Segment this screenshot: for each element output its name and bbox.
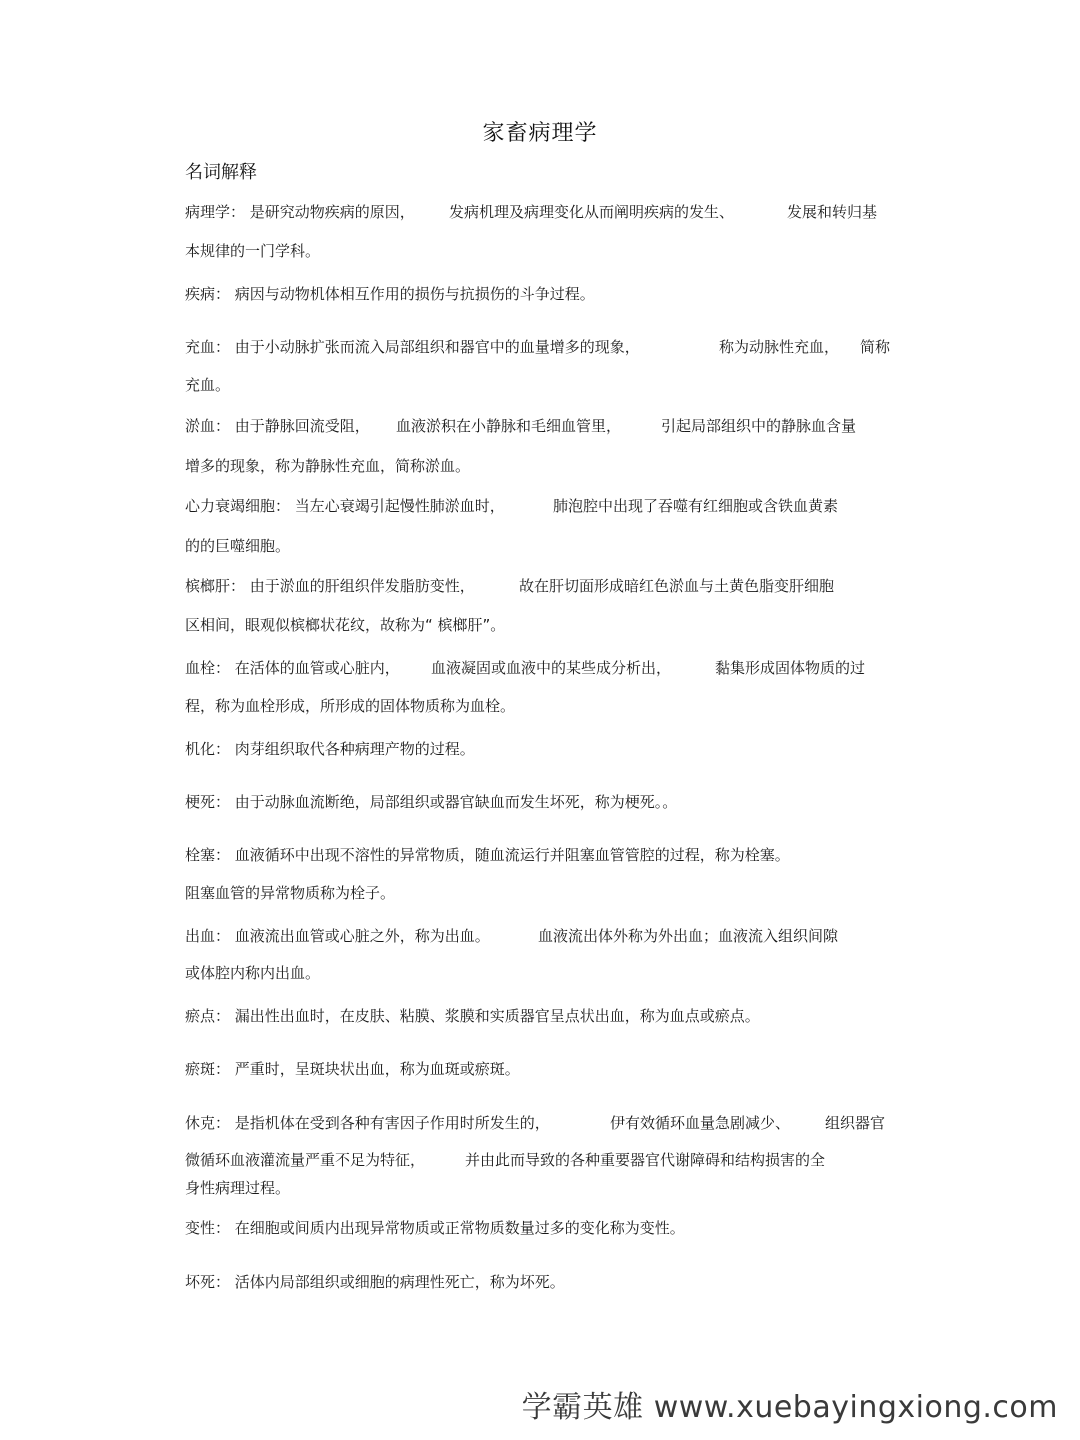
text-segment: 瘀点： 漏出性出血时，在皮肤、粘膜、浆膜和实质器官呈点状出血，称为血点或瘀点。 xyxy=(185,1007,760,1025)
text-segment: 发展和转归基 xyxy=(787,203,878,221)
text-segment: 变性： 在细胞或间质内出现异常物质或正常物质数量过多的变化称为变性。 xyxy=(185,1219,685,1237)
text-segment: 休克： 是指机体在受到各种有害因子作用时所发生的， xyxy=(185,1114,550,1132)
text-segment: 肺泡腔中出现了吞噬有红细胞或含铁血黄素 xyxy=(553,497,839,515)
text-segment: 称为动脉性充血， xyxy=(719,338,840,356)
text-segment: 或体腔内称内出血。 xyxy=(185,964,321,982)
text-segment: 微循环血液灌流量严重不足为特征， xyxy=(185,1151,426,1169)
document-title: 家畜病理学 xyxy=(482,121,598,146)
text-segment: 血栓： 在活体的血管或心脏内， xyxy=(185,659,400,677)
text-segment: 身性病理过程。 xyxy=(185,1179,291,1197)
text-segment: 充血。 xyxy=(185,376,231,394)
text-segment: 区相间，眼观似槟榔状花纹，故称为“ 槟榔肝”。 xyxy=(185,616,506,634)
text-segment: 并由此而导致的各种重要器官代谢障碍和结构损害的全 xyxy=(465,1151,826,1169)
text-segment: 组织器官 xyxy=(825,1114,886,1132)
text-segment: 程，称为血栓形成，所形成的固体物质称为血栓。 xyxy=(185,697,516,715)
text-segment: 疾病： 病因与动物机体相互作用的损伤与抗损伤的斗争过程。 xyxy=(185,285,595,303)
text-segment: 黏集形成固体物质的过 xyxy=(715,659,866,677)
text-segment: 血液流出体外称为外出血；血液流入组织间隙 xyxy=(538,927,839,945)
text-segment: 机化： 肉芽组织取代各种病理产物的过程。 xyxy=(185,740,475,758)
text-segment: 发病机理及病理变化从而阐明疾病的发生、 xyxy=(449,203,735,221)
text-segment: 心力衰竭细胞： 当左心衰竭引起慢性肺淤血时， xyxy=(185,497,505,515)
text-segment: 病理学： 是研究动物疾病的原因， xyxy=(185,203,415,221)
text-segment: 梗死： 由于动脉血流断绝，局部组织或器官缺血而发生坏死，称为梗死。。 xyxy=(185,793,678,811)
text-segment: 的的巨噬细胞。 xyxy=(185,537,291,555)
text-segment: 血液淤积在小静脉和毛细血管里， xyxy=(396,417,622,435)
text-segment: 增多的现象，称为静脉性充血，简称淤血。 xyxy=(185,457,471,475)
text-segment: 充血： 由于小动脉扩张而流入局部组织和器官中的血量增多的现象， xyxy=(185,338,640,356)
section-heading: 名词解释 xyxy=(185,162,257,183)
watermark: 学霸英雄 www.xuebayingxiong.com xyxy=(521,1390,1058,1425)
text-segment: 槟榔肝： 由于淤血的肝组织伴发脂肪变性， xyxy=(185,577,475,595)
text-segment: 坏死： 活体内局部组织或细胞的病理性死亡，称为坏死。 xyxy=(185,1273,565,1291)
text-segment: 本规律的一门学科。 xyxy=(185,242,321,260)
text-segment: 栓塞： 血液循环中出现不溶性的异常物质，随血流运行并阻塞血管管腔的过程，称为栓塞。 xyxy=(185,846,790,864)
text-segment: 出血： 血液流出血管或心脏之外，称为出血。 xyxy=(185,927,490,945)
text-segment: 故在肝切面形成暗红色淤血与土黄色脂变肝细胞 xyxy=(519,577,835,595)
text-segment: 瘀斑： 严重时，呈斑块状出血，称为血斑或瘀斑。 xyxy=(185,1060,520,1078)
text-segment: 简称 xyxy=(860,338,891,356)
text-segment: 伊有效循环血量急剧减少、 xyxy=(610,1114,791,1132)
text-segment: 淤血： 由于静脉回流受阻， xyxy=(185,417,370,435)
text-segment: 引起局部组织中的静脉血含量 xyxy=(661,417,857,435)
text-segment: 阻塞血管的异常物质称为栓子。 xyxy=(185,884,396,902)
text-segment: 血液凝固或血液中的某些成分析出， xyxy=(431,659,672,677)
